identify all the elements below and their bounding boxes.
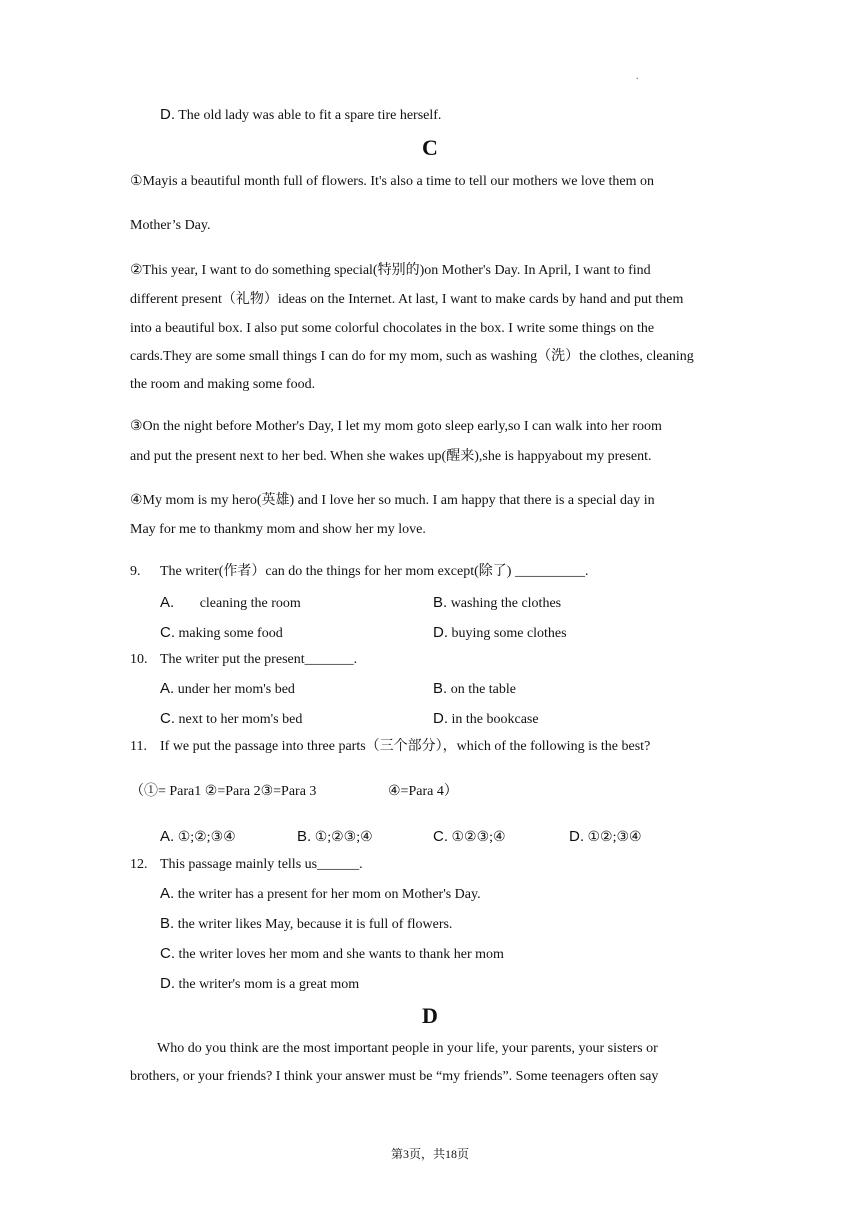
- option-a: [160, 681, 295, 697]
- option-d: [433, 625, 567, 641]
- section-c-heading: C: [422, 135, 438, 160]
- paragraph-line: Who do you think are the most important people in your life, your parents, your sisters or: [157, 1041, 658, 1056]
- option-letter: A.: [160, 594, 175, 611]
- option-text: ①;②③;④: [314, 830, 373, 845]
- option-letter: B.: [433, 680, 448, 697]
- option-letter: B.: [433, 594, 448, 611]
- question-number: 10.: [130, 652, 148, 667]
- option-letter: C.: [160, 945, 175, 962]
- option-text: under her mom's bed: [177, 682, 295, 697]
- prev-option-d: [160, 107, 441, 123]
- paragraph-line: ④My mom is my hero(英雄) and I love her so much. I am happy that there is a special day in: [130, 493, 655, 508]
- option-letter: C.: [433, 828, 448, 845]
- option-letter: D.: [160, 975, 175, 992]
- option-text: buying some clothes: [451, 626, 567, 641]
- page-footer: 第3页，共18页: [390, 1147, 469, 1161]
- paragraph-line: different present（礼物）ideas on the Internet. At last, I want to make cards by hand and put them: [130, 292, 684, 307]
- paragraph-line: Mother’s Day.: [130, 218, 211, 233]
- paragraph-line: and put the present next to her bed. When she wakes up(醒来),she is happyabout my present.: [130, 449, 652, 464]
- option-text: the writer's mom is a great mom: [178, 977, 360, 992]
- question-number: 11.: [130, 739, 147, 754]
- option-text: The old lady was able to fit a spare tire herself.: [178, 108, 442, 123]
- option-d: [569, 829, 642, 845]
- option-letter: D.: [160, 106, 175, 123]
- paragraph-line: cards.They are some small things I can do for my mom, such as washing（洗）the clothes, cleaning: [130, 349, 694, 364]
- question-number: 12.: [130, 857, 148, 872]
- paragraph-line: May for me to thankmy mom and show her my love.: [130, 522, 426, 537]
- option-letter: C.: [160, 710, 175, 727]
- option-b: [297, 829, 373, 845]
- option-letter: B.: [160, 915, 175, 932]
- option-text: washing the clothes: [450, 596, 562, 611]
- paragraph-line: brothers, or your friends? I think your answer must be “my friends”. Some teenagers often say: [130, 1069, 659, 1084]
- option-letter: A.: [160, 680, 175, 697]
- option-d: [433, 711, 539, 727]
- paragraph-line: ①Mayis a beautiful month full of flowers. It's also a time to tell our mothers we love them on: [130, 174, 655, 189]
- option-letter: D.: [433, 624, 448, 641]
- option-text: next to her mom's bed: [178, 712, 303, 727]
- option-c: [160, 711, 302, 727]
- option-text: the writer likes May, because it is full of flowers.: [177, 917, 453, 932]
- option-letter: A.: [160, 885, 175, 902]
- option-text: the writer loves her mom and she wants to thank her mom: [178, 947, 504, 962]
- option-letter: D.: [569, 828, 584, 845]
- question-text: This passage mainly tells us______.: [160, 857, 363, 872]
- section-d-heading: D: [422, 1003, 438, 1028]
- option-text: ①;②;③④: [177, 830, 236, 845]
- option-text: cleaning the room: [199, 596, 301, 611]
- option-b: [160, 916, 452, 932]
- top-mark: .: [636, 71, 639, 82]
- option-text: in the bookcase: [451, 712, 539, 727]
- option-a: [160, 595, 301, 611]
- option-d: [160, 976, 359, 992]
- option-a: [160, 829, 236, 845]
- option-letter: A.: [160, 828, 175, 845]
- option-text: the writer has a present for her mom on Mother's Day.: [177, 887, 481, 902]
- option-a: [160, 886, 481, 902]
- option-letter: B.: [297, 828, 312, 845]
- option-letter: C.: [160, 624, 175, 641]
- option-c: [160, 946, 504, 962]
- paragraph-line: the room and making some food.: [130, 377, 316, 392]
- option-text: on the table: [450, 682, 516, 697]
- option-b: [433, 681, 516, 697]
- option-text: ①②;③④: [587, 830, 642, 845]
- paragraph-line: ②This year, I want to do something special(特别的)on Mother's Day. In April, I want to find: [130, 263, 651, 278]
- paragraph-line: ③On the night before Mother's Day, I let my mom goto sleep early,so I can walk into her room: [130, 419, 662, 434]
- option-text: ①②③;④: [451, 830, 506, 845]
- question-note: ④=Para 4）: [388, 784, 458, 799]
- option-letter: D.: [433, 710, 448, 727]
- paragraph-line: into a beautiful box. I also put some colorful chocolates in the box. I write some things on the: [130, 321, 655, 336]
- option-c: [433, 829, 506, 845]
- option-b: [433, 595, 561, 611]
- question-text: If we put the passage into three parts（三个部分），which of the following is the best?: [160, 739, 651, 754]
- question-text: The writer put the present_______.: [160, 652, 358, 667]
- option-text: making some food: [178, 626, 283, 641]
- question-note: （①= Para1 ②=Para 2③=Para 3: [130, 784, 317, 799]
- question-text: The writer(作者）can do the things for her mom except(除了) __________.: [160, 564, 589, 579]
- option-c: [160, 625, 283, 641]
- question-number: 9.: [130, 564, 141, 579]
